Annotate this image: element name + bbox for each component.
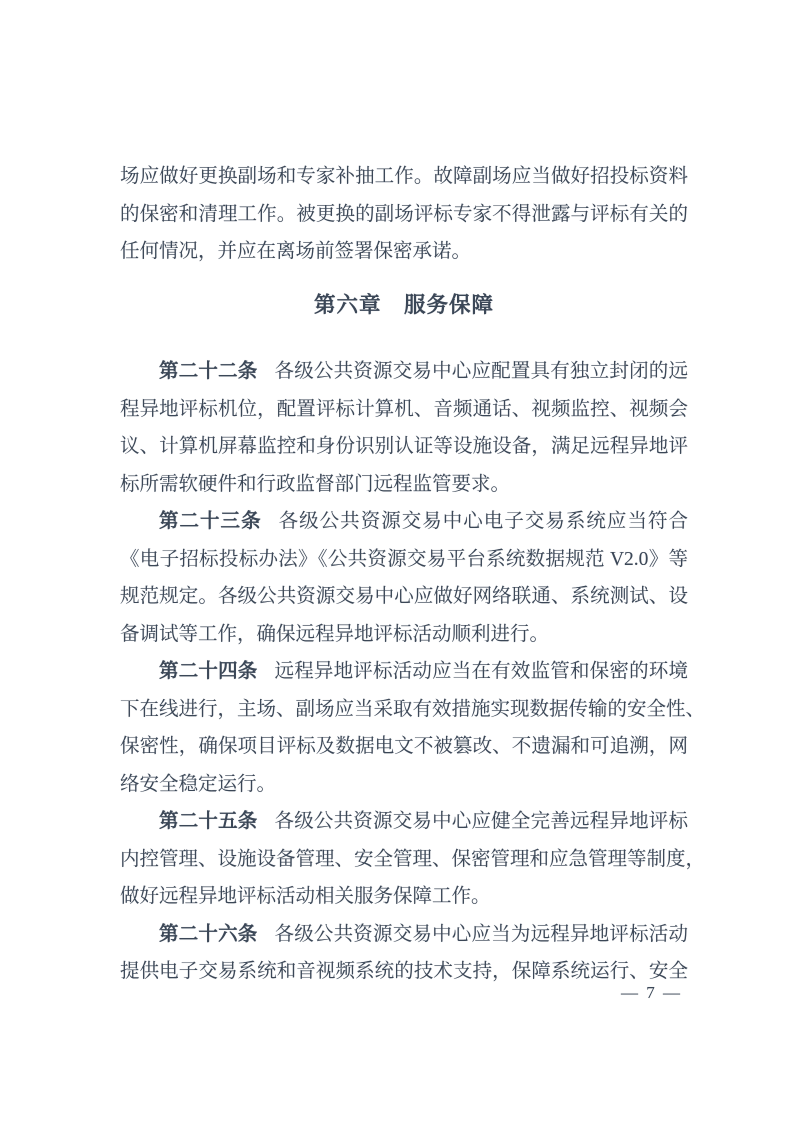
text-line: [120, 353, 688, 391]
text-line: 任何情况，并应在离场前签署保密承诺。: [120, 241, 472, 262]
text-line: 内控管理、设施设备管理、安全管理、保密管理和应急管理等制度，: [120, 848, 706, 870]
article-24: [120, 653, 706, 803]
articles-section: [120, 353, 706, 991]
article-text: 远程异地评标活动应当在有效监管和保密的环境: [274, 661, 688, 682]
article-26: [120, 916, 688, 991]
text-line: 标所需软硬件和行政监督部门远程监管要求。: [120, 473, 511, 495]
article-number: 第二十四条: [159, 661, 258, 682]
article-text: 各级公共资源交易中心应配置具有独立封闭的远: [274, 361, 688, 382]
text-line: 《电子招标投标办法》《公共资源交易平台系统数据规范 V2.0》等: [120, 548, 688, 570]
article-number: 第二十五条: [159, 811, 258, 832]
text-line: 保密性，确保项目评标及数据电文不被篡改、不遗漏和可追溯，网: [120, 736, 688, 757]
text-line: 络安全稳定运行。: [120, 773, 277, 795]
article-25: [120, 803, 706, 916]
chapter-heading: 第六章 服务保障: [313, 292, 494, 317]
text-line: [120, 503, 688, 541]
article-22: [120, 353, 688, 503]
text-line: 规范规定。各级公共资源交易中心应做好网络联通、系统测试、设: [120, 586, 688, 607]
article-number: 第二十三条: [159, 511, 262, 532]
text-line: [120, 803, 688, 841]
article-text: 各级公共资源交易中心电子交易系统应当符合: [278, 511, 688, 532]
article-23: [120, 503, 688, 653]
article-text: 各级公共资源交易中心应健全完善远程异地评标: [274, 811, 688, 832]
article-number: 第二十二条: [159, 361, 258, 382]
text-line: 的保密和清理工作。被更换的副场评标专家不得泄露与评标有关的: [120, 203, 688, 225]
article-number: 第二十六条: [159, 923, 258, 945]
text-line: 议、计算机屏幕监控和身份识别认证等设施设备，满足远程异地评: [120, 436, 688, 457]
paragraph-continuation: [120, 158, 688, 271]
text-line: 备调试等工作，确保远程异地评标活动顺利进行。: [120, 623, 550, 645]
text-line: [120, 916, 688, 954]
text-line: 提供电子交易系统和音视频系统的技术支持，保障系统运行、安全: [120, 961, 688, 982]
text-line: 下在线进行，主场、副场应当采取有效措施实现数据传输的安全性、: [120, 698, 706, 720]
text-line: 做好远程异地评标活动相关服务保障工作。: [120, 886, 491, 907]
page-number: — 7 —: [621, 983, 682, 1002]
article-text: 各级公共资源交易中心应当为远程异地评标活动: [274, 923, 688, 945]
text-line: [120, 653, 688, 691]
text-line: 场应做好更换副场和专家补抽工作。故障副场应当做好招投标资料: [120, 166, 688, 187]
text-line: 程异地评标机位，配置评标计算机、音频通话、视频监控、视频会: [120, 398, 688, 420]
